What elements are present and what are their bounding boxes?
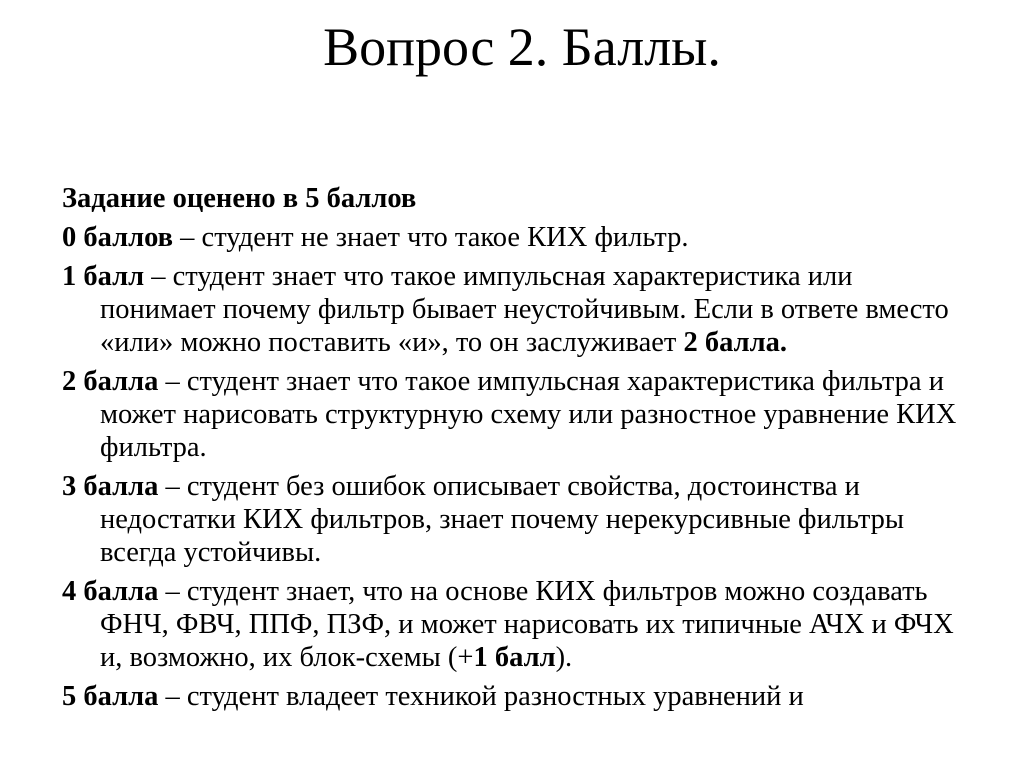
score-description-end: ). — [555, 642, 573, 673]
slide-body — [62, 182, 962, 719]
score-item-0 — [62, 221, 962, 254]
score-item-2 — [62, 365, 962, 464]
score-label: 5 балла — [62, 681, 159, 712]
score-label: 1 балл — [62, 261, 145, 292]
score-item-5 — [62, 680, 962, 713]
score-label: 0 баллов — [62, 222, 174, 253]
score-description: – студент знает что такое импульсная характеристика или понимает почему фильтр бывает неустойчивым. Если в ответе вместо «или» можно поставить «и», то он заслуживает — [100, 261, 949, 358]
score-description: – студент без ошибок описывает свойства, достоинства и недостатки КИХ фильтров, знает почему нерекурсивные фильтры всегда устойчивы. — [100, 471, 905, 568]
score-emphasis: 2 балла. — [683, 327, 787, 358]
score-description: – студент владеет техникой разностных уравнений и — [158, 681, 804, 712]
score-item-1 — [62, 260, 962, 359]
score-label: 4 балла — [62, 576, 159, 607]
score-label: 3 балла — [62, 471, 159, 502]
score-label: 2 балла — [62, 366, 159, 397]
task-heading: Задание оценено в 5 баллов — [62, 183, 417, 214]
score-emphasis: 1 балл — [473, 642, 556, 673]
score-item-3 — [62, 470, 962, 569]
score-description: – студент не знает что такое КИХ фильтр. — [173, 222, 689, 253]
score-item-4 — [62, 575, 962, 674]
score-description: – студент знает что такое импульсная характеристика фильтра и может нарисовать структурную схему или разностное уравнение КИХ фильтра. — [100, 366, 957, 463]
score-description: – студент знает, что на основе КИХ фильтров можно создавать ФНЧ, ФВЧ, ППФ, ПЗФ, и может нарисовать их типичные АЧХ и ФЧХ и, возможно, их блок-схемы (+ — [100, 576, 954, 673]
slide-title: Вопрос 2. Баллы. — [323, 17, 721, 77]
